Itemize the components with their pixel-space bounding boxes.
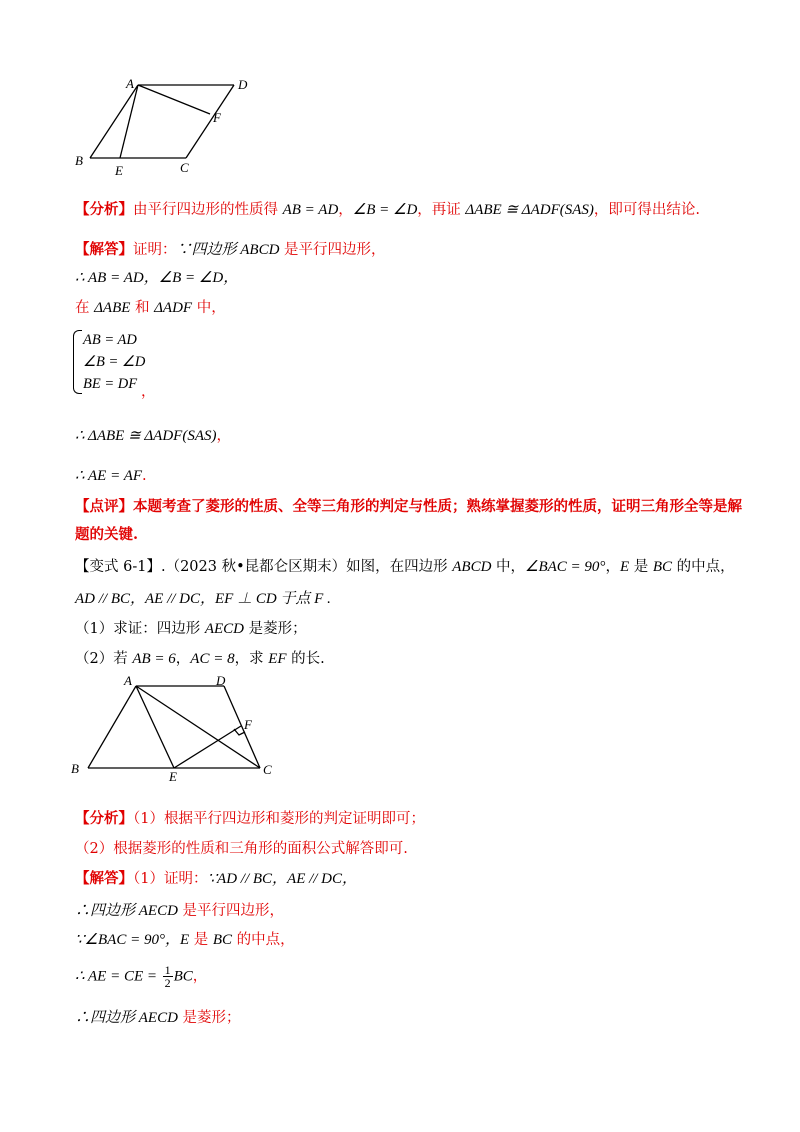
answer-text: 是平行四边形， [177,903,285,919]
answer-2-line-4 [75,964,207,989]
answer-math: ∵四边形 ABCD [176,242,280,258]
answer-math: ΔABE [94,300,131,316]
condition-end: ， [141,384,156,400]
answer-2-line-5 [75,1008,241,1028]
variant-math: AECD [204,621,245,637]
answer-2-line-2 [75,901,284,921]
answer-text: 和 [130,300,155,316]
comment-1-line-1 [75,497,742,517]
variant-text: ， [605,559,620,575]
fig1-label-a: A [126,76,134,91]
fig2-label-b: B [71,761,79,776]
answer-math: ∵AD // BC，AE // DC， [207,871,358,887]
answer-text: 是平行四边形， [279,242,386,258]
variant-math: EF [268,651,287,667]
analysis-1-math: ∠B = ∠D [352,202,418,218]
condition-2: ∠B = ∠D [83,354,146,370]
analysis-2-line-1 [75,809,425,829]
analysis-2-line-2: （2）根据菱形的性质和三角形的面积公式解答即可. [75,841,408,857]
variant-text: 中， [491,559,526,575]
brace-symbol [73,330,82,394]
analysis-2-text: （1）根据平行四边形和菱形的判定证明即可； [133,811,425,827]
variant-math: ABCD [452,559,492,575]
variant-text: ，求 [234,651,269,667]
answer-math: ∴ AE = AF [75,468,143,484]
variant-text: （2）若 [75,651,133,667]
fraction-one-half [163,964,173,989]
answer-2-tag: 【解答】 [75,870,133,887]
answer-1-line-5 [75,466,147,486]
fraction-denominator: 2 [164,976,171,990]
analysis-1-math: ΔABE ≅ ΔADF(SAS) [465,202,594,218]
variant-math: AC = 8 [190,651,235,667]
variant-line-1 [75,557,735,577]
answer-text: （1）证明： [133,871,208,887]
answer-math: ∴四边形 AECD [75,903,178,919]
answer-text: 在 [75,300,95,316]
variant-math: E [619,559,630,575]
answer-text: ， [216,428,231,444]
fig2-label-f: F [244,717,252,732]
fig1-label-d: D [238,77,248,92]
answer-math: ∴四边形 AECD [75,1010,178,1026]
answer-text: ， [192,968,208,985]
answer-math: BC [173,968,193,985]
variant-text: ， [175,651,191,667]
answer-text: . [142,468,147,484]
answer-math: ∴ AE = CE = [75,968,158,985]
variant-question-1 [75,619,307,639]
condition-1: AB = AD [83,332,137,348]
fig2-label-e: E [169,769,177,784]
analysis-1-text: ， [338,202,353,218]
variant-text: （1）求证：四边形 [75,621,205,637]
answer-math: ∵∠BAC = 90°， [75,932,180,948]
variant-math: ∠BAC = 90° [525,559,606,575]
answer-2-line-3 [75,930,295,950]
fraction-numerator: 1 [164,963,171,977]
fig2-label-d: D [216,673,226,688]
fig1-label-e: E [115,163,123,178]
analysis-1-text: ，即可得出结论. [593,202,700,218]
fig2-label-c: C [263,762,272,777]
analysis-1-tag: 【分析】 [75,201,133,218]
analysis-2-tag: 【分析】 [75,810,133,827]
answer-text: 是菱形； [177,1010,241,1026]
variant-math: BC [652,559,672,575]
comment-tag: 【点评】 [75,498,133,515]
analysis-1 [75,200,700,220]
condition-3: BE = DF [83,376,138,392]
answer-1-line-3 [75,298,226,318]
variant-text: 是 [629,559,653,575]
variant-line-2: AD // BC，AE // DC，EF ⊥ CD 于点 F . [75,591,331,607]
answer-2-line-1 [75,869,357,889]
variant-text: 是菱形； [244,621,307,637]
answer-1-line-2: ∴ AB = AD，∠B = ∠D， [75,270,239,286]
analysis-1-math: AB = AD [282,202,339,218]
answer-1-line-1 [75,240,386,260]
answer-math: E [179,932,190,948]
figure-parallelogram-1 [70,72,270,182]
figure-rhombus-2 [68,670,288,785]
analysis-1-text: 由平行四边形的性质得 [133,202,283,218]
comment-1-line-2: 题的关键. [75,526,139,543]
answer-text: 证明： [133,242,177,258]
answer-math: ∴ ΔABE ≅ ΔADF(SAS) [75,428,217,444]
variant-text: 的长. [286,651,325,667]
answer-1-tag: 【解答】 [75,241,133,258]
fig1-label-c: C [180,160,189,175]
answer-math: ΔADF [154,300,193,316]
fig1-label-f: F [213,110,221,125]
fig2-label-a: A [124,673,132,688]
answer-math: BC [212,932,233,948]
variant-math: AB = 6 [132,651,176,667]
answer-text: 中， [192,300,226,316]
variant-question-2 [75,649,325,669]
comment-text: 本题考查了菱形的性质、全等三角形的判定与性质；熟练掌握菱形的性质，证明三角形全等是解 [133,498,742,515]
variant-text: 的中点， [672,559,735,575]
variant-title: 【变式 6-1】 [75,559,161,575]
fig1-label-b: B [75,153,83,168]
answer-text: 是 [189,932,213,948]
variant-text: .（2023 秋•昆都仑区期末）如图，在四边形 [160,559,453,575]
analysis-1-text: ，再证 [417,202,466,218]
answer-text: 的中点， [232,932,295,948]
answer-1-line-4 [75,426,231,446]
